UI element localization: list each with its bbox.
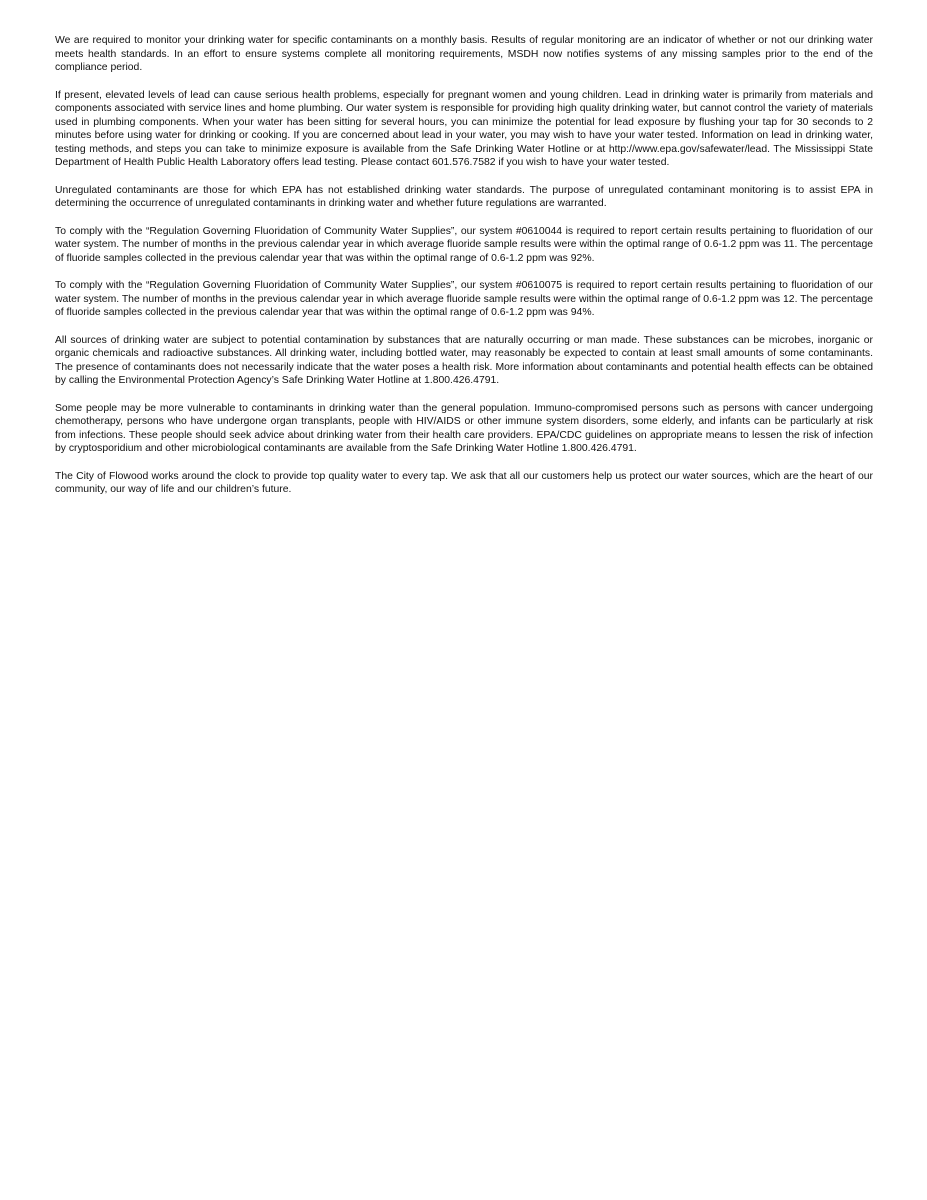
paragraph-lead: If present, elevated levels of lead can cause serious health problems, especially for pregnant women and young children. Lead in drinking water is primarily from materials and components associated with service lines and home plumbing. Our water system is responsible for providing high quality drinking water, but cannot control the variety of materials used in plumbing components. When your water has been sitting for several hours, you can minimize the potential for lead exposure by flushing your tap for 30 seconds to 2 minutes before using water for drinking or cooking. If you are concerned about lead in your water, you may wish to have your water tested. Information on lead in drinking water, testing methods, and steps you can take to minimize exposure is available from the Safe Drinking Water Hotline or at http://www.epa.gov/safewater/lead. The Mississippi State Department of Health Public Health Laboratory offers lead testing. Please contact 601.576.7582 if you wish to have your water tested. bbox=[55, 89, 873, 168]
paragraph-fluoridation-0610075: To comply with the “Regulation Governing Fluoridation of Community Water Supplies”, our system #0610075 is required to report certain results pertaining to fluoridation of our water system. The number of months in the previous calendar year in which average fluoride sample results were within the optimal range of 0.6-1.2 ppm was 12. The percentage of fluoride samples collected in the previous calendar year that was within the optimal range of 0.6-1.2 ppm was 94%. bbox=[55, 280, 873, 318]
document-page bbox=[55, 34, 873, 497]
paragraph-monitoring: We are required to monitor your drinking water for specific contaminants on a monthly basis. Results of regular monitoring are an indicator of whether or not our drinking water meets health standards. In an effort to ensure systems complete all monitoring requirements, MSDH now notifies systems of any missing samples prior to the end of the compliance period. bbox=[55, 35, 873, 73]
paragraph-contamination-sources: All sources of drinking water are subject to potential contamination by substances that are naturally occurring or man made. These substances can be microbes, inorganic or organic chemicals and radioactive substances. All drinking water, including bottled water, may reasonably be expected to contain at least small amounts of some contaminants. The presence of contaminants does not necessarily indicate that the water poses a health risk. More information about contaminants and potential health effects can be obtained by calling the Environmental Protection Agency’s Safe Drinking Water Hotline at 1.800.426.4791. bbox=[55, 334, 873, 386]
paragraph-vulnerable-populations: Some people may be more vulnerable to contaminants in drinking water than the general population. Immuno-compromised persons such as persons with cancer undergoing chemotherapy, persons who have undergone organ transplants, people with HIV/AIDS or other immune system disorders, some elderly, and infants can be particularly at risk from infections. These people should seek advice about drinking water from their health care providers. EPA/CDC guidelines on appropriate means to lessen the risk of infection by cryptosporidium and other microbiological contaminants are available from the Safe Drinking Water Hotline 1.800.426.4791. bbox=[55, 402, 873, 454]
paragraph-closing: The City of Flowood works around the clock to provide top quality water to every tap. We ask that all our customers help us protect our water sources, which are the heart of our community, our way of life and our children’s future. bbox=[55, 470, 873, 495]
paragraph-fluoridation-0610044: To comply with the “Regulation Governing Fluoridation of Community Water Supplies”, our system #0610044 is required to report certain results pertaining to fluoridation of our water system. The number of months in the previous calendar year in which average fluoride sample results were within the optimal range of 0.6-1.2 ppm was 11. The percentage of fluoride samples collected in the previous calendar year that was within the optimal range of 0.6-1.2 ppm was 92%. bbox=[55, 225, 873, 264]
paragraph-unregulated-contaminants: Unregulated contaminants are those for which EPA has not established drinking water standards. The purpose of unregulated contaminant monitoring is to assist EPA in determining the occurrence of unregulated contaminants in drinking water and whether future regulations are warranted. bbox=[55, 184, 873, 209]
